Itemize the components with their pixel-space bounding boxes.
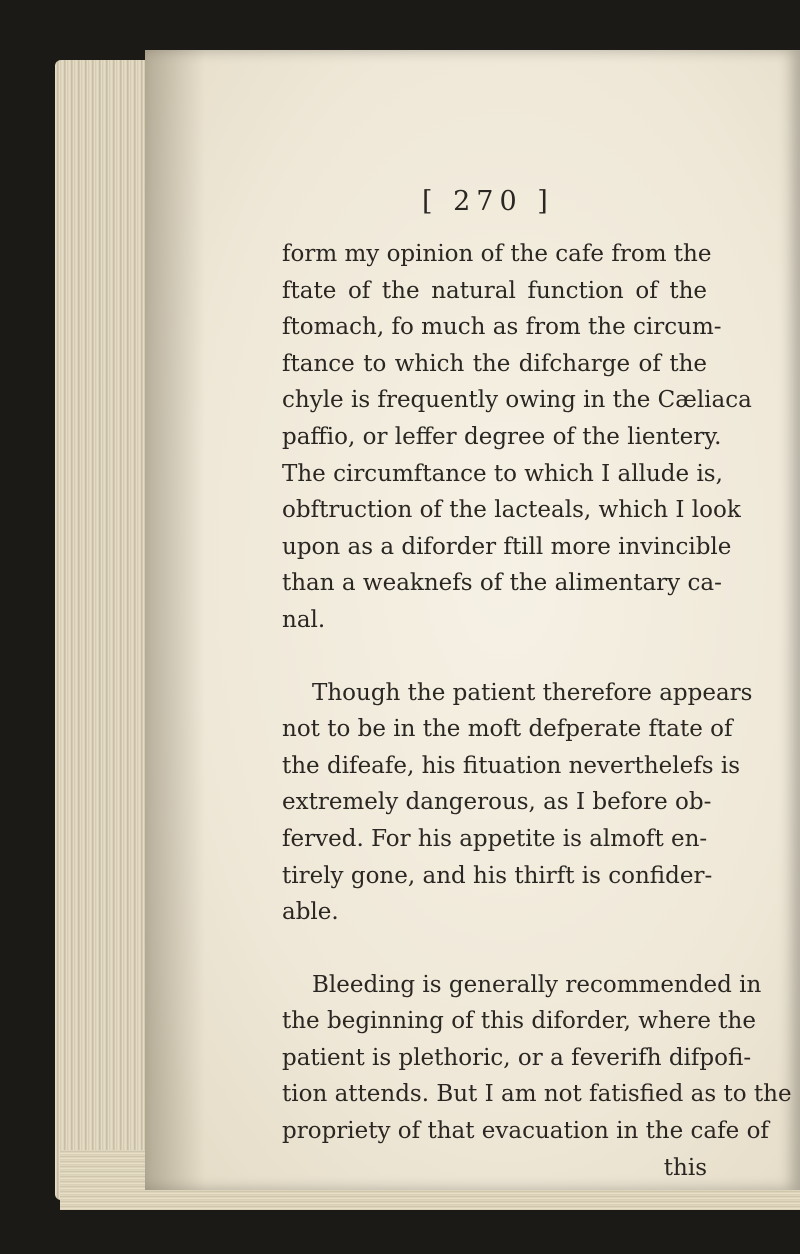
page-header: [ 270 ] — [422, 186, 554, 217]
text-line: able. — [282, 899, 339, 926]
text-line: extremely dangerous, as I before ob- — [282, 789, 712, 816]
text-line: paffio, or leffer degree of the lientery. — [282, 423, 722, 450]
text-line: Bleeding is generally recommended in — [312, 971, 762, 998]
paragraph-1 — [282, 236, 752, 639]
text-line: tion attends. But I am not fatisfied as to the — [282, 1081, 792, 1108]
text-line: ferved. For his appetite is almoft en- — [282, 825, 708, 852]
text-line: than a weaknefs of the alimentary ca- — [282, 570, 722, 597]
text-line: propriety of that evacuation in the cafe of — [282, 1118, 769, 1145]
text-line: nal. — [282, 606, 326, 633]
text-line: upon as a diforder ftill more invincible — [282, 533, 732, 560]
gutter-shadow — [145, 50, 205, 1190]
text-line: The circumftance to which I allude is, — [282, 460, 723, 487]
text-line: the difeafe, his fituation neverthelefs is — [282, 752, 741, 779]
text-line: Though the patient therefore appears — [312, 679, 753, 706]
text-line: form my opinion of the cafe from the — [282, 241, 712, 267]
paragraph-3 — [282, 967, 792, 1150]
text-line: not to be in the moft defperate ftate of — [282, 716, 733, 743]
paragraph-2 — [282, 675, 753, 931]
text-line: ftomach, fo much as from the circum- — [282, 314, 722, 341]
catchword: this — [663, 1154, 707, 1181]
text-line: tirely gone, and his thirft is confider- — [282, 862, 713, 889]
text-line: ftance to which the difcharge of the — [282, 350, 707, 377]
text-line: patient is plethoric, or a feverifh difpofi- — [282, 1044, 752, 1071]
text-line: ftate of the natural function of the — [282, 277, 707, 304]
page-text — [282, 182, 792, 1186]
text-line: chyle is frequently owing in the Cæliaca — [282, 387, 752, 414]
text-line: obftruction of the lacteals, which I look — [282, 497, 741, 524]
text-line: the beginning of this diforder, where the — [282, 1008, 756, 1035]
